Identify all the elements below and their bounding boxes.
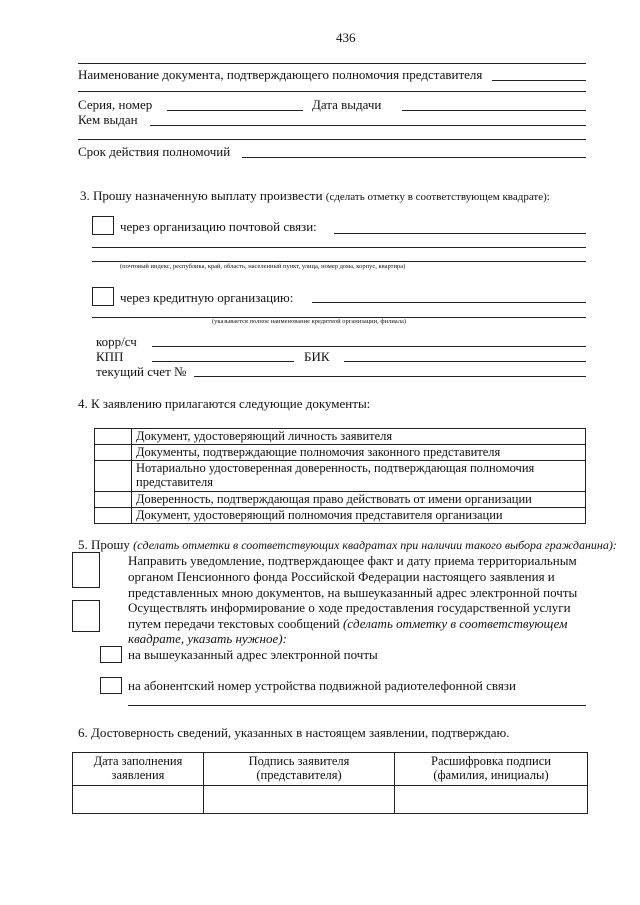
page-number: 436 <box>336 30 356 45</box>
rep-issued-by-label: Кем выдан <box>78 112 138 127</box>
postal-field-3[interactable] <box>92 261 586 262</box>
notify-checkbox[interactable] <box>72 552 100 588</box>
doc-checkbox[interactable] <box>95 492 132 508</box>
rep-series-field[interactable] <box>167 110 303 111</box>
doc-label: Документ, удостоверяющий полномочия представителя организации <box>132 508 586 524</box>
phone-field[interactable] <box>128 705 586 706</box>
rep-doc-name-field[interactable] <box>492 80 586 81</box>
date-header: Дата заполнения заявления <box>73 753 204 786</box>
table-row <box>73 753 588 786</box>
email-option-label: на вышеуказанный адрес электронной почты <box>128 647 378 662</box>
notify-text-2: органом Пенсионного фонда Российской Федерации настоящего заявления и <box>128 569 555 584</box>
doc-checkbox[interactable] <box>95 445 132 461</box>
inform-checkbox[interactable] <box>72 600 100 632</box>
postal-field-2[interactable] <box>92 247 586 248</box>
name-cell[interactable] <box>395 786 588 814</box>
account-field[interactable] <box>194 376 586 377</box>
credit-hint: (указывается полное наименование кредитной организации, филиала) <box>212 318 407 325</box>
table-row <box>73 786 588 814</box>
rep-series-label: Серия, номер <box>78 97 153 112</box>
notify-text-3: представленных мною документов, на вышеуказанный адрес электронной почты <box>128 585 578 600</box>
date-cell[interactable] <box>73 786 204 814</box>
email-option-checkbox[interactable] <box>100 646 122 663</box>
kpp-label: КПП <box>96 349 124 364</box>
bik-field[interactable] <box>344 361 586 362</box>
kpp-field[interactable] <box>152 361 294 362</box>
postal-hint: (почтовый индекс, республика, край, область, населенный пункт, улица, номер дома, корпус, квартира) <box>120 263 406 270</box>
inform-text-3: квадрате, указать нужное): <box>128 631 287 646</box>
section4-title: 4. К заявлению прилагаются следующие документы: <box>78 396 371 411</box>
signature-cell[interactable] <box>204 786 395 814</box>
doc-label: Нотариально удостоверенная доверенность, подтверждающая полномочия представителя <box>132 461 586 492</box>
rep-issue-date-label: Дата выдачи <box>312 97 382 112</box>
section6-title: 6. Достоверность сведений, указанных в настоящем заявлении, подтверждаю. <box>78 725 510 740</box>
phone-option-label: на абонентский номер устройства подвижной радиотелефонной связи <box>128 678 516 693</box>
doc-checkbox[interactable] <box>95 508 132 524</box>
rep-issued-by-field-2[interactable] <box>78 139 586 140</box>
doc-checkbox[interactable] <box>95 461 132 492</box>
inform-text-2: путем передачи текстовых сообщений (сделать отметку в соответствующем <box>128 616 568 631</box>
name-header: Расшифровка подписи (фамилия, инициалы) <box>395 753 588 786</box>
credit-checkbox[interactable] <box>92 287 114 306</box>
table-row <box>95 508 586 524</box>
bik-label: БИК <box>304 349 330 364</box>
rep-validity-label: Срок действия полномочий <box>78 144 231 159</box>
rep-issued-by-field[interactable] <box>150 125 586 126</box>
signature-table <box>72 752 588 814</box>
doc-label: Документ, удостоверяющий личность заявителя <box>132 429 586 445</box>
korr-label: корр/сч <box>96 334 137 349</box>
notify-text-1: Направить уведомление, подтверждающее факт и дату приема территориальным <box>128 553 577 568</box>
account-label: текущий счет № <box>96 364 187 379</box>
table-row <box>95 445 586 461</box>
postal-label: через организацию почтовой связи: <box>120 219 317 234</box>
rep-issue-date-field[interactable] <box>402 110 586 111</box>
table-row <box>95 461 586 492</box>
doc-checkbox[interactable] <box>95 429 132 445</box>
postal-field[interactable] <box>334 233 586 234</box>
inform-text-1: Осуществлять информирование о ходе предоставления государственной услуги <box>128 600 571 615</box>
section3-title: 3. Прошу назначенную выплату произвести (сделать отметку в соответствующем квадрате): <box>80 188 550 203</box>
doc-label: Доверенность, подтверждающая право действовать от имени организации <box>132 492 586 508</box>
signature-header: Подпись заявителя (представителя) <box>204 753 395 786</box>
table-row <box>95 492 586 508</box>
top-rule <box>78 63 586 64</box>
rep-doc-name-field-2[interactable] <box>78 91 586 92</box>
section5-title: 5. Прошу (сделать отметки в соответствующих квадратах при наличии такого выбора гражданина): <box>78 537 617 552</box>
doc-label: Документы, подтверждающие полномочия законного представителя <box>132 445 586 461</box>
rep-doc-name-label: Наименование документа, подтверждающего полномочия представителя <box>78 67 483 82</box>
credit-field[interactable] <box>312 302 586 303</box>
korr-field[interactable] <box>152 346 586 347</box>
rep-validity-field[interactable] <box>242 157 586 158</box>
credit-label: через кредитную организацию: <box>120 290 294 305</box>
table-row <box>95 429 586 445</box>
documents-table <box>94 428 586 524</box>
postal-checkbox[interactable] <box>92 216 114 235</box>
phone-option-checkbox[interactable] <box>100 677 122 694</box>
